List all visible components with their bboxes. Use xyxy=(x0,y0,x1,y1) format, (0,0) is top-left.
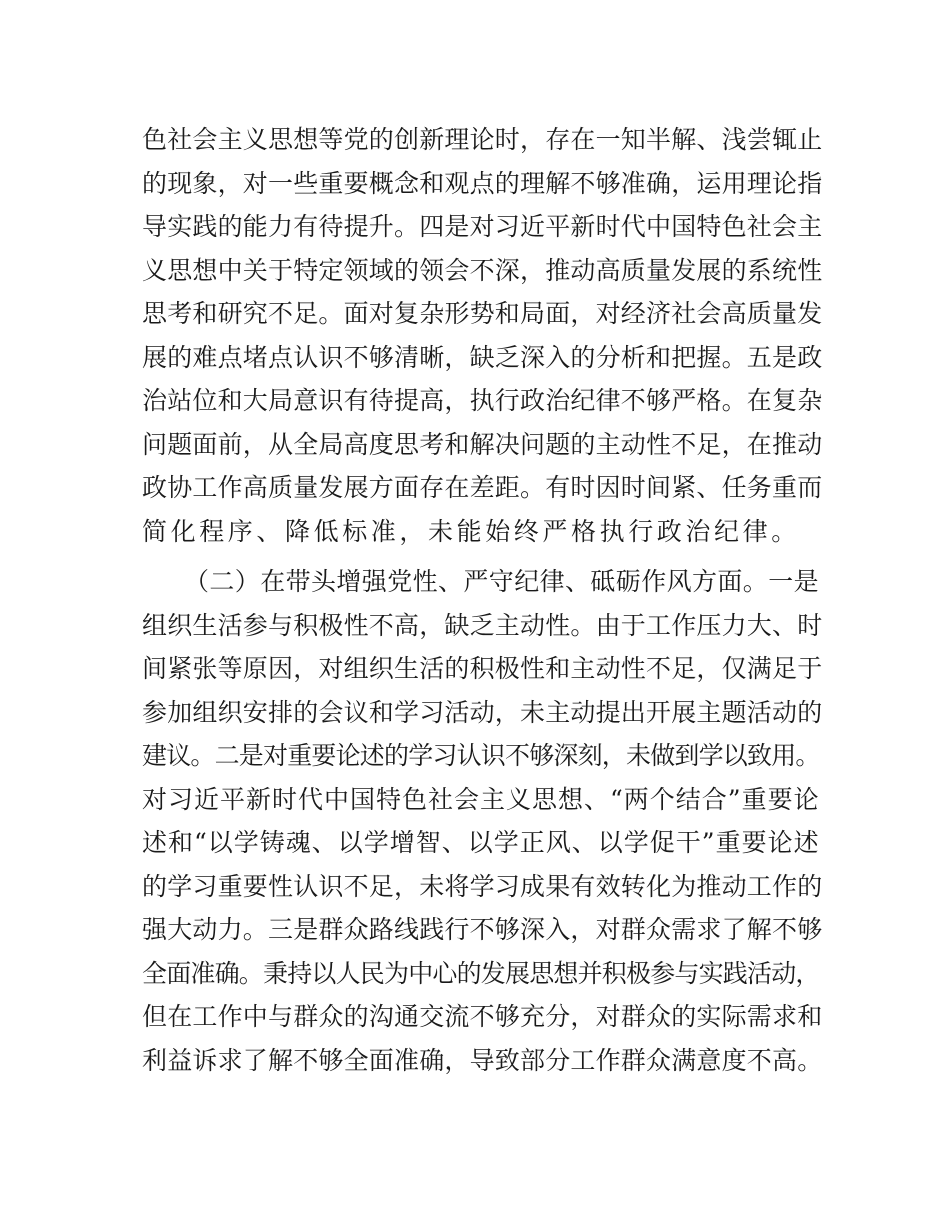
paragraph-line: 简化程序、降低标准，未能始终严格执行政治纪律。 xyxy=(142,516,800,546)
paragraph-1 xyxy=(142,118,822,553)
paragraph-line: 间紧张等原因，对组织生活的积极性和主动性不足，仅满足于 xyxy=(142,654,823,683)
paragraph-line: 组织生活参与积极性不高，缺乏主动性。由于工作压力大、时 xyxy=(142,610,823,640)
paragraph-line: 全面准确。秉持以人民为中心的发展思想并积极参与实践活动， xyxy=(142,958,820,988)
paragraph-line: 利益诉求了解不够全面准确，导致部分工作群众满意度不高。 xyxy=(142,1045,823,1075)
paragraph-line: 义思想中关于特定领域的领会不深，推动高质量发展的系统性 xyxy=(142,255,823,285)
paragraph-line: 问题面前，从全局高度思考和解决问题的主动性不足，在推动 xyxy=(142,429,823,459)
paragraph-line: （二）在带头增强党性、严守纪律、砥砺作风方面。一是 xyxy=(184,567,820,596)
paragraph-line: 参加组织安排的会议和学习活动，未主动提出开展主题活动的 xyxy=(142,697,823,727)
paragraph-line: 述和“以学铸魂、以学增智、以学正风、以学促干”重要论述 xyxy=(142,828,820,857)
paragraph-line: 展的难点堵点认识不够清晰，缺乏深入的分析和把握。五是政 xyxy=(142,342,823,372)
paragraph-line: 对习近平新时代中国特色社会主义思想、“两个结合”重要论 xyxy=(142,784,820,814)
paragraph-line: 治站位和大局意识有待提高，执行政治纪律不够严格。在复杂 xyxy=(142,386,823,415)
paragraph-line: 色社会主义思想等党的创新理论时，存在一知半解、浅尝辄止 xyxy=(142,125,823,154)
paragraph-line: 的现象，对一些重要概念和观点的理解不够准确，运用理论指 xyxy=(142,168,823,198)
paragraph-line: 但在工作中与群众的沟通交流不够充分，对群众的实际需求和 xyxy=(142,1002,823,1031)
paragraph-line: 建议。二是对重要论述的学习认识不够深刻，未做到学以致用。 xyxy=(142,741,820,770)
paragraph-line: 的学习重要性认识不足，未将学习成果有效转化为推动工作的 xyxy=(142,871,823,901)
paragraph-line: 导实践的能力有待提升。四是对习近平新时代中国特色社会主 xyxy=(142,212,823,241)
paragraph-line: 政协工作高质量发展方面存在差距。有时因时间紧、任务重而 xyxy=(142,473,823,502)
paragraph-2 xyxy=(142,560,822,1082)
paragraph-line: 强大动力。三是群众路线践行不够深入，对群众需求了解不够 xyxy=(142,915,823,944)
paragraph-line: 思考和研究不足。面对复杂形势和局面，对经济社会高质量发 xyxy=(142,299,823,328)
